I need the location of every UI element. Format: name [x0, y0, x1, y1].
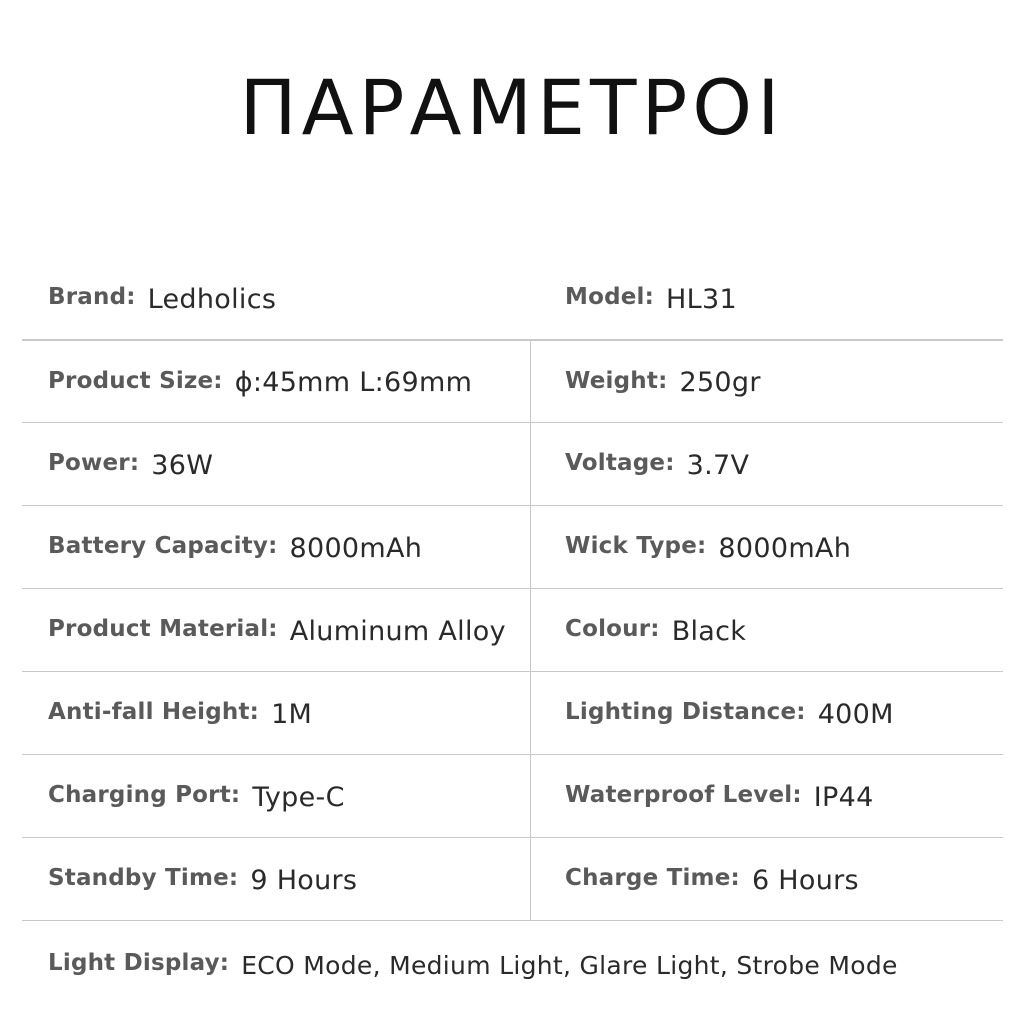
spec-label: Battery Capacity:	[48, 533, 278, 559]
spec-value: ϕ:45mm L:69mm	[234, 367, 473, 398]
spec-cell-charge-time	[531, 838, 1003, 920]
spec-label: Brand:	[48, 284, 136, 310]
spec-value: 250gr	[679, 367, 761, 398]
spec-cell-brand	[22, 257, 531, 339]
spec-value: 36W	[151, 449, 214, 481]
spec-value: ECO Mode, Medium Light, Glare Light, Strobe Mode	[241, 950, 898, 980]
spec-cell-power	[22, 423, 531, 505]
spec-row	[22, 589, 1003, 672]
spec-cell-lighting-distance	[531, 672, 1003, 754]
spec-cell-weight	[531, 341, 1003, 422]
spec-value: 6 Hours	[751, 864, 859, 896]
spec-row	[22, 257, 1003, 340]
spec-label: Waterproof Level:	[565, 782, 802, 808]
spec-value: Ledholics	[147, 283, 277, 315]
spec-label: Wick Type:	[565, 533, 707, 559]
spec-cell-colour	[531, 589, 1003, 671]
spec-cell-standby-time	[22, 838, 531, 920]
spec-value: HL31	[666, 283, 737, 315]
spec-row	[22, 340, 1003, 423]
spec-row	[22, 755, 1003, 838]
spec-label: Charge Time:	[565, 865, 740, 891]
spec-label: Voltage:	[565, 450, 675, 476]
spec-label: Model:	[565, 284, 655, 310]
spec-value: 8000mAh	[289, 532, 423, 564]
spec-label: Standby Time:	[48, 865, 239, 891]
spec-cell-model	[531, 257, 1003, 339]
spec-value: Aluminum Alloy	[289, 615, 506, 647]
spec-cell-battery-capacity	[22, 506, 531, 588]
spec-cell-product-size	[22, 341, 531, 422]
spec-label: Charging Port:	[48, 782, 241, 808]
spec-cell-waterproof-level	[531, 755, 1003, 837]
spec-row-light-display	[22, 921, 1003, 1007]
spec-table	[22, 257, 1003, 1007]
spec-value: 400M	[817, 698, 894, 730]
spec-row	[22, 672, 1003, 755]
spec-label: Anti-fall Height:	[48, 699, 260, 725]
spec-cell-light-display	[22, 921, 1003, 1007]
spec-row	[22, 506, 1003, 589]
spec-label: Light Display:	[48, 950, 230, 976]
spec-cell-product-material	[22, 589, 531, 671]
spec-value: Black	[671, 615, 747, 647]
page-title: ΠΑΡΑΜΕΤΡΟΙ	[239, 63, 785, 152]
spec-value: IP44	[813, 781, 874, 813]
spec-value: 9 Hours	[250, 864, 358, 896]
spec-cell-voltage	[531, 423, 1003, 505]
spec-label: Product Size:	[48, 367, 223, 394]
spec-value: 3.7V	[686, 449, 750, 481]
spec-value: Type-C	[252, 781, 345, 813]
spec-label: Product Material:	[48, 616, 278, 642]
spec-cell-wick-type	[531, 506, 1003, 588]
spec-label: Power:	[48, 450, 140, 476]
spec-value: 1M	[271, 698, 313, 730]
spec-label: Lighting Distance:	[565, 699, 806, 725]
spec-cell-charging-port	[22, 755, 531, 837]
spec-row	[22, 838, 1003, 921]
spec-row	[22, 423, 1003, 506]
spec-value: 8000mAh	[718, 532, 852, 564]
spec-cell-anti-fall-height	[22, 672, 531, 754]
spec-label: Weight:	[565, 367, 668, 394]
spec-label: Colour:	[565, 616, 660, 642]
